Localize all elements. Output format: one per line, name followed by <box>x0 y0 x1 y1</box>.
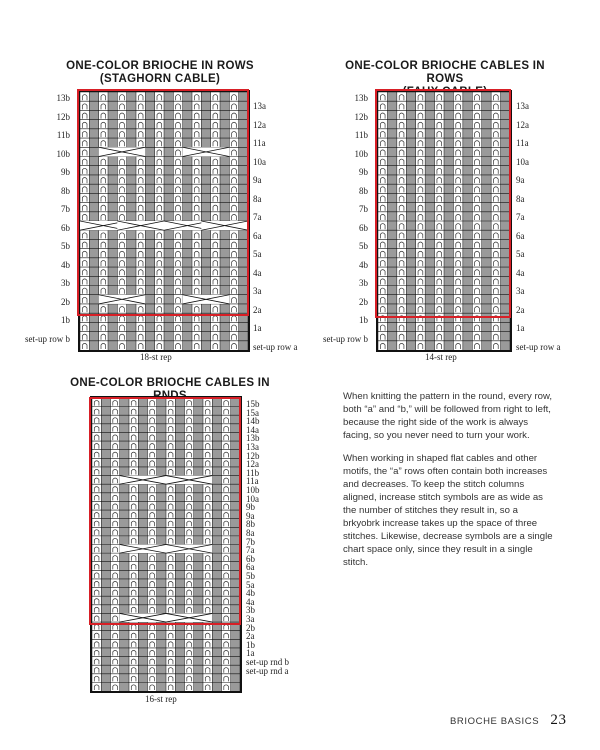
row-label: 2a <box>253 304 262 315</box>
row-label: 4b <box>246 588 255 599</box>
row-label: 5a <box>516 249 525 259</box>
row-label: 1b <box>61 315 70 325</box>
row-label: 9a <box>516 175 525 185</box>
row-label: 4a <box>253 267 262 278</box>
row-label: 3a <box>246 614 255 624</box>
row-label: 4b <box>359 259 368 270</box>
stitch-grid <box>92 398 240 691</box>
stitch-grid <box>378 92 510 350</box>
section-name: BRIOCHE BASICS <box>450 716 540 727</box>
row-label: 6b <box>359 222 368 233</box>
row-label: 7a <box>516 212 525 222</box>
title-line: ONE-COLOR BRIOCHE IN ROWS <box>66 60 254 72</box>
row-label: 12b <box>246 450 260 461</box>
row-label: 13a <box>246 442 259 452</box>
row-label: 6a <box>246 562 255 573</box>
paragraph: When working in shaped flat cables and other motifs, the “a” rows often contain both increases and decreases. To keep the stitch columns aligned, increase stitch symbols are as wide as the number of stitches they result in, so a brkyobrk increase takes up the space of three stitches. Likewise, decrease symbols are a single chart space only, since they result in a single stitch. <box>343 453 553 568</box>
row-label: 14a <box>246 424 259 435</box>
row-label: 6b <box>246 553 255 564</box>
row-label: 11b <box>246 467 260 478</box>
row-label: 5a <box>253 249 262 259</box>
page-number: 23 <box>550 712 567 728</box>
row-label: 5b <box>246 571 255 581</box>
row-label: 10a <box>246 493 259 504</box>
row-label: 2a <box>246 631 255 642</box>
row-label: 10b <box>246 485 260 495</box>
paragraph: When knitting the pattern in the round, every row, both “a” and “b,” will be followed from right to left, because the right side of the work is always facing, so you never need to turn your work. <box>343 391 553 441</box>
row-label: 11b <box>354 130 368 140</box>
row-label: 7b <box>61 204 70 214</box>
row-label: 4a <box>246 596 255 607</box>
row-label: 13a <box>516 101 529 111</box>
title-line: ONE-COLOR BRIOCHE CABLES IN <box>70 377 270 389</box>
row-label: 12a <box>253 119 266 130</box>
row-label: set-up row b <box>323 333 368 344</box>
row-label: 5b <box>61 241 70 251</box>
row-label: 8b <box>359 185 368 196</box>
row-label: 12a <box>516 119 529 130</box>
row-label: set-up rnd b <box>246 657 289 667</box>
repeat-label: 16-st rep <box>145 694 177 704</box>
repeat-label: 18-st rep <box>140 352 172 362</box>
row-label: 5b <box>359 241 368 251</box>
row-label: 2b <box>61 296 70 307</box>
row-label: 11a <box>516 138 529 148</box>
row-label: 13b <box>246 433 260 444</box>
row-label: 3b <box>246 605 255 616</box>
row-label: 11a <box>246 476 259 487</box>
row-label: 4a <box>516 267 525 278</box>
faux-cable-chart <box>376 90 512 352</box>
row-label: 7b <box>246 536 255 547</box>
row-label: 8a <box>253 193 262 204</box>
row-label: 4b <box>61 259 70 270</box>
row-label: 1a <box>516 323 525 333</box>
row-label: 8b <box>61 185 70 196</box>
title-line: (STAGHORN CABLE) <box>99 73 221 85</box>
row-label: 11b <box>56 130 70 140</box>
row-label: 9a <box>253 175 262 185</box>
rounds-cable-chart <box>90 396 242 693</box>
row-label: 15b <box>246 399 260 409</box>
row-label: 6a <box>516 230 525 241</box>
row-label: 11a <box>253 138 266 148</box>
row-label: set-up row b <box>25 333 70 344</box>
row-label: 3a <box>253 286 262 296</box>
row-label: 9b <box>61 167 70 177</box>
row-label: 13a <box>253 101 266 111</box>
row-label: 13b <box>56 93 70 103</box>
row-label: 12a <box>246 459 259 470</box>
row-label: 14b <box>246 416 260 427</box>
row-label: 8b <box>246 519 255 530</box>
row-label: 5a <box>246 579 255 590</box>
explanation-text <box>343 390 555 579</box>
row-label: 9a <box>246 510 255 521</box>
row-label: set-up row a <box>516 341 561 352</box>
row-label: 3a <box>516 286 525 296</box>
row-label: 6b <box>61 222 70 233</box>
staghorn-cable-chart <box>78 90 250 352</box>
row-label: 6a <box>253 230 262 241</box>
row-label: 3b <box>61 278 70 288</box>
page-footer <box>450 712 567 729</box>
row-label: 12b <box>354 111 368 122</box>
row-label: 1a <box>253 323 262 333</box>
row-label: 2b <box>359 296 368 307</box>
row-label: 7a <box>246 545 255 556</box>
row-label: 8a <box>246 528 255 538</box>
row-label: 10a <box>253 156 266 167</box>
row-label: 9b <box>359 167 368 177</box>
row-label: 7b <box>359 204 368 214</box>
row-label: 7a <box>253 212 262 222</box>
row-label: 1a <box>246 648 255 659</box>
stitch-grid <box>80 92 248 350</box>
row-label: 13b <box>354 93 368 103</box>
row-label: 10b <box>56 148 70 159</box>
row-label: 9b <box>246 502 255 513</box>
row-label: set-up rnd a <box>246 665 289 676</box>
row-label: 8a <box>516 193 525 204</box>
row-label: 10a <box>516 156 529 167</box>
row-label: 15a <box>246 407 259 418</box>
title-line: ONE-COLOR BRIOCHE CABLES IN ROWS <box>345 60 545 85</box>
row-label: 1b <box>246 639 255 650</box>
repeat-label: 14-st rep <box>425 352 457 362</box>
row-label: 12b <box>56 111 70 122</box>
row-label: set-up row a <box>253 341 298 352</box>
row-label: 10b <box>354 148 368 159</box>
chart-title-staghorn <box>60 60 260 86</box>
row-label: 2b <box>246 622 255 633</box>
row-label: 1b <box>359 315 368 325</box>
row-label: 3b <box>359 278 368 288</box>
row-label: 2a <box>516 304 525 315</box>
